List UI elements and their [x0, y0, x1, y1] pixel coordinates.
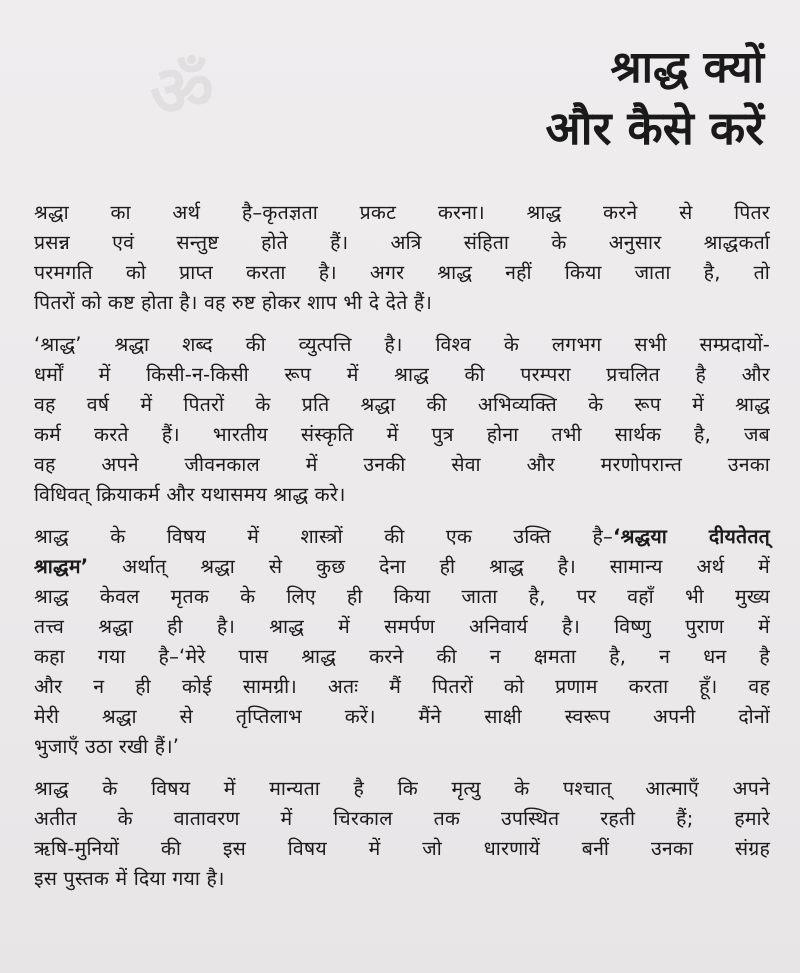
- paragraph-1: [34, 198, 770, 318]
- text-line: प्रसन्न एवं सन्तुष्ट होते हैं। अत्रि संहिता के अनुसार श्राद्धकर्ता: [34, 231, 770, 254]
- paragraph-2: [34, 330, 770, 510]
- title-line-1: श्राद्ध क्यों: [610, 42, 764, 93]
- text-line: ‘श्राद्ध’ श्रद्धा शब्द की व्युत्पत्ति है। विश्व के लगभग सभी सम्प्रदायों-: [34, 333, 770, 356]
- paragraph-3: [34, 522, 770, 762]
- article-body: [34, 198, 770, 906]
- text-line-mixed: [34, 552, 770, 582]
- text-line: विधिवत् क्रियाकर्म और यथासमय श्राद्ध करे।: [34, 483, 346, 506]
- text-line: अतीत के वातावरण में चिरकाल तक उपस्थित रहती हैं; हमारे: [34, 807, 770, 830]
- quote-text: श्राद्धम’: [34, 555, 89, 578]
- bleed-through-decoration: ॐ: [150, 50, 214, 132]
- text-run: अर्थात् श्रद्धा से कुछ देना ही श्राद्ध है। सामान्य अर्थ में: [88, 555, 770, 578]
- quote-text: ‘श्रद्धया दीयतेतत्: [613, 525, 770, 548]
- text-line: इस पुस्तक में दिया गया है।: [34, 867, 225, 890]
- text-line: ऋषि-मुनियों की इस विषय में जो धारणायें बनीं उनका संग्रह: [34, 837, 770, 860]
- text-line: मेरी श्रद्धा से तृप्तिलाभ करें। मैंने साक्षी स्वरूप अपनी दोनों: [34, 705, 770, 728]
- text-line: और न ही कोई सामग्री। अतः मैं पितरों को प्रणाम करता हूँ। वह: [34, 675, 770, 698]
- text-line: वह वर्ष में पितरों के प्रति श्रद्धा की अभिव्यक्ति के रूप में श्राद्ध: [34, 393, 770, 416]
- paragraph-4: [34, 774, 770, 894]
- text-line: कर्म करते हैं। भारतीय संस्कृति में पुत्र होना तभी सार्थक है, जब: [34, 423, 770, 446]
- text-line: भुजाएँ उठा रखी हैं।’: [34, 735, 180, 758]
- text-line: श्राद्ध केवल मृतक के लिए ही किया जाता है, पर वहाँ भी मुख्य: [34, 585, 770, 608]
- text-line: श्राद्ध के विषय में मान्यता है कि मृत्यु के पश्चात् आत्माएँ अपने: [34, 777, 770, 800]
- text-line: परमगति को प्राप्त करता है। अगर श्राद्ध नहीं किया जाता है, तो: [34, 261, 770, 284]
- text-line-mixed: [34, 522, 770, 552]
- text-line: श्रद्धा का अर्थ है–कृतज्ञता प्रकट करना। श्राद्ध करने से पितर: [34, 201, 770, 224]
- text-line: तत्त्व श्रद्धा ही है। श्राद्ध में समर्पण अनिवार्य है। विष्णु पुराण में: [34, 615, 770, 638]
- text-run: श्राद्ध के विषय में शास्त्रों की एक उक्ति है–: [34, 525, 613, 548]
- text-line: वह अपने जीवनकाल में उनकी सेवा और मरणोपरान्त उनका: [34, 453, 770, 476]
- text-line: धर्मों में किसी-न-किसी रूप में श्राद्ध की परम्परा प्रचलित है और: [34, 363, 770, 386]
- page-title: [546, 38, 764, 158]
- text-line: पितरों को कष्ट होता है। वह रुष्ट होकर शाप भी दे देते हैं।: [34, 291, 433, 314]
- text-line: कहा गया है–‘मेरे पास श्राद्ध करने की न क्षमता है, न धन है: [34, 645, 770, 668]
- title-line-2: और कैसे करें: [545, 101, 764, 155]
